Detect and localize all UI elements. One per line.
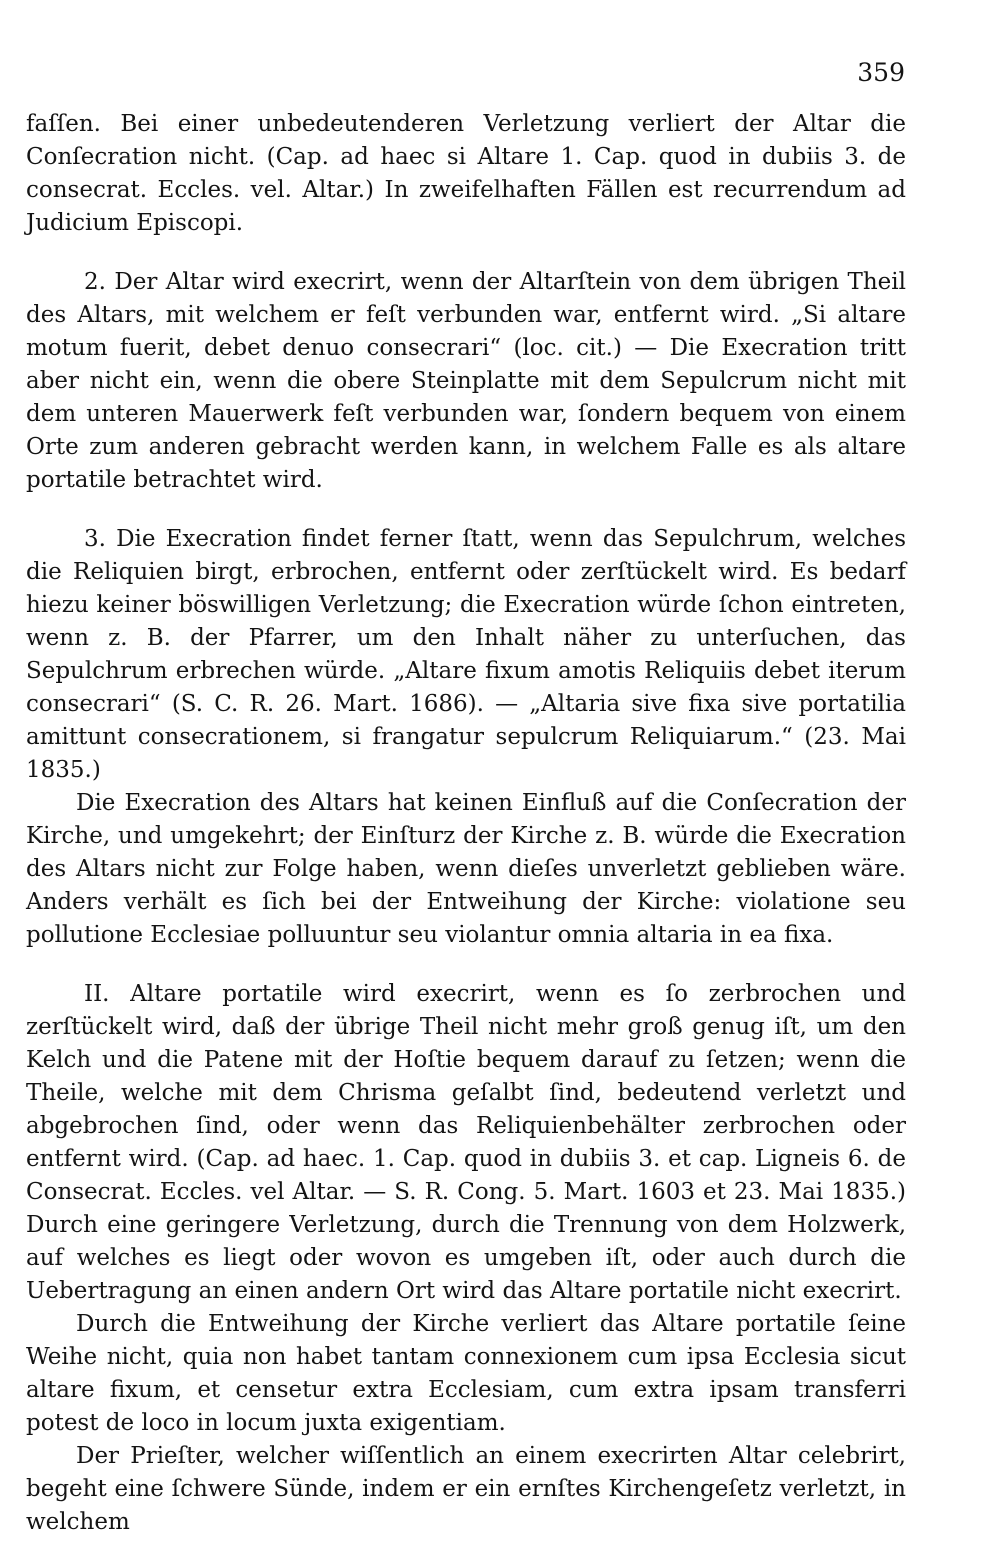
paragraph-section-ii: II. Altare portatile wird execrirt, wenn es ſo zerbrochen und zerſtückelt wird, daß der übrige Theil nicht mehr groß genug iſt, um den Kelch und die Patene mit der Hoſtie bequem darauf zu ſetzen; wenn die Theile, welche mit dem Chrisma geſalbt ſind, bedeutend verletzt und abgebrochen ſind, oder wenn das Reliquienbehälter zerbrochen oder entfernt wird. (Cap. ad haec. 1. Cap. quod in dubiis 3. et cap. Ligneis 6. de Consecrat. Eccles. vel Altar. — S. R. Cong. 5. Mart. 1603 et 23. Mai 1835.) Durch eine geringere Verletzung, durch die Trennung von dem Holzwerk, auf welches es liegt oder wovon es umgeben iſt, oder auch durch die Uebertragung an einen andern Ort wird das Altare portatile nicht execrirt. xyxy=(26,981,906,1304)
paragraph-priest: Der Prieſter, welcher wiſſentlich an einem execrirten Altar celebrirt, begeht eine ſchwere Sünde, indem er ein ernſtes Kirchengeſetz verletzt, in welchem xyxy=(26,1443,906,1535)
paragraph-profanation: Durch die Entweihung der Kirche verliert das Altare portatile ſeine Weihe nicht, quia non habet tantam connexionem cum ipsa Ecclesia sicut altare fixum, et censetur extra Ecclesiam, cum extra ipsam transferri potest de loco in locum juxta exigentiam. xyxy=(26,1311,906,1436)
paragraph-point-2: 2. Der Altar wird execrirt, wenn der Altarſtein von dem übrigen Theil des Altars, mit welchem er feſt verbunden war, entfernt wird. „Si altare motum fuerit, debet denuo consecrari“ (loc. cit.) — Die Execration tritt aber nicht ein, wenn die obere Steinplatte mit dem Sepulcrum nicht mit dem unteren Mauerwerk feſt verbunden war, ſondern bequem von einem Orte zum anderen gebracht werden kann, in welchem Falle es als altare portatile betrachtet wird. xyxy=(26,269,906,493)
paragraph-continuation: faſſen. Bei einer unbedeutenderen Verletzung verliert der Altar die Conſecration nicht. (Cap. ad haec si Altare 1. Cap. quod in dubiis 3. de consecrat. Eccles. vel. Altar.) In zweifelhaften Fällen est recurrendum ad Judicium Episcopi. xyxy=(26,111,906,236)
page-number: 359 xyxy=(857,58,905,87)
paragraph-point-3: 3. Die Execration findet ferner ſtatt, wenn das Sepulchrum, welches die Reliquien birgt, erbrochen, entfernt oder zerſtückelt wird. Es bedarf hiezu keiner böswilligen Verletzung; die Execration würde ſchon eintreten, wenn z. B. der Pfarrer, um den Inhalt näher zu unterſuchen, das Sepulchrum erbrechen würde. „Altare fixum amotis Reliquiis debet iterum consecrari“ (S. C. R. 26. Mart. 1686). — „Altaria sive fixa sive portatilia amittunt consecrationem, si frangatur sepulcrum Reliquiarum.“ (23. Mai 1835.) xyxy=(26,526,906,783)
paragraph-execration-church: Die Execration des Altars hat keinen Einfluß auf die Conſecration der Kirche, und umgekehrt; der Einſturz der Kirche z. B. würde die Execration des Altars nicht zur Folge haben, wenn dieſes unverletzt geblieben wäre. Anders verhält es ſich bei der Entweihung der Kirche: violatione seu pollutione Ecclesiae polluuntur seu violantur omnia altaria in ea fixa. xyxy=(26,790,906,948)
body-text xyxy=(26,108,906,1539)
